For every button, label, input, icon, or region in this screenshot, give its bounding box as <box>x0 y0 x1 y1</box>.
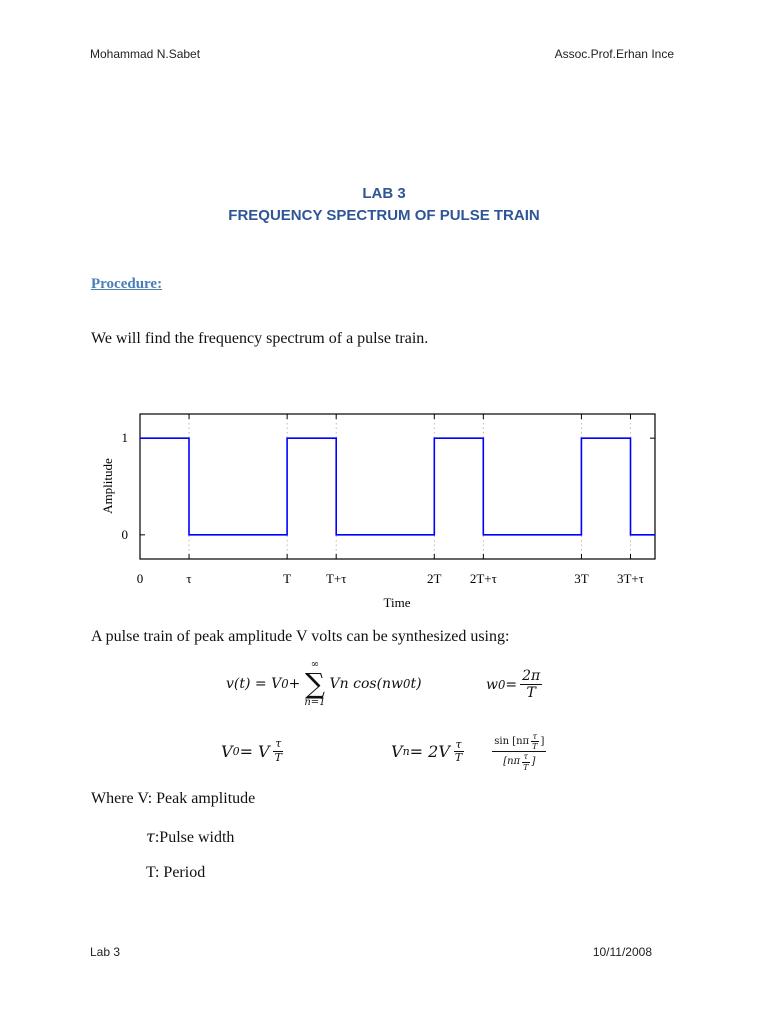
eq3-equals: = V <box>239 741 270 761</box>
eq4-lhs: V <box>391 742 403 762</box>
chart-x-tick-label-3: T+τ <box>325 571 347 586</box>
eq1-term-end: t) <box>410 676 422 692</box>
eq4-lhs-subscript: n <box>402 745 410 759</box>
chart-y-tick-label-0: 0 <box>121 526 128 542</box>
chart-y-tick-label-1: 1 <box>121 430 128 446</box>
equation-angular-frequency <box>486 668 545 701</box>
chart-x-tick-labels <box>137 571 644 586</box>
header-supervisor: Assoc.Prof.Erhan Ince <box>554 47 674 61</box>
chart-x-tick-label-7: 3T+τ <box>616 571 644 586</box>
chart-x-axis-label: Time <box>383 595 411 610</box>
equation-fourier-series <box>226 660 422 708</box>
eq1-lhs: v(t) = V <box>226 676 282 692</box>
chart-x-tick-label-6: 3T <box>574 571 589 586</box>
chart-gridlines <box>189 414 630 559</box>
lab-number: LAB 3 <box>362 185 406 202</box>
equation-harmonic-amplitude <box>391 732 549 772</box>
chart-x-tick-label-0: 0 <box>136 571 144 586</box>
eq2-numerator: 2π <box>522 668 541 684</box>
chart-x-tick-label-5: 2T+τ <box>469 571 497 586</box>
eq1-plus: + <box>288 676 301 692</box>
pulse-width-label: :Pulse width <box>154 829 235 846</box>
intro-text: We will find the frequency spectrum of a pulse train. <box>91 330 429 347</box>
header-author: Mohammad N.Sabet <box>90 47 201 61</box>
chart-y-tick-labels <box>122 430 129 542</box>
eq4-sinc-numerator: sin [nπ $\frac{\tau}{T}$ ] <box>494 732 545 752</box>
eq2-denominator: T <box>526 685 536 702</box>
sum-lower-limit: n=1 <box>304 697 326 708</box>
chart-x-tick-label-4: 2T <box>427 571 442 586</box>
sum-upper-limit: ∞ <box>310 659 320 670</box>
eq3-lhs-subscript: 0 <box>232 744 240 758</box>
pulse-train-chart <box>0 395 768 620</box>
definition-peak-amplitude: Where V: Peak amplitude <box>91 790 256 807</box>
eq4-small-denominator: T <box>454 751 463 765</box>
chart-ticks <box>140 414 655 559</box>
eq2-fraction <box>520 668 542 701</box>
eq4-sinc-denominator: [nπ $\frac{\tau}{T}$ ] <box>503 752 536 772</box>
synthesis-text: A pulse train of peak amplitude V volts can be synthesized using: <box>91 628 510 645</box>
footer-date: 10/11/2008 <box>592 945 652 959</box>
definition-pulse-width <box>146 827 234 847</box>
eq4-small-fraction <box>453 739 464 765</box>
eq3-lhs: V <box>221 741 233 761</box>
lab-title: FREQUENCY SPECTRUM OF PULSE TRAIN <box>228 207 540 224</box>
eq2-lhs-subscript: 0 <box>497 677 506 692</box>
footer-lab: Lab 3 <box>90 945 121 959</box>
chart-x-tick-label-1: τ <box>186 571 192 586</box>
chart-plot-frame <box>140 414 655 559</box>
eq2-lhs: w <box>486 676 498 693</box>
equation-dc-component <box>221 738 287 764</box>
sum-symbol: ∑ <box>304 667 325 700</box>
eq4-sinc-fraction <box>492 732 546 772</box>
eq3-fraction <box>273 738 284 764</box>
eq4-small-numerator: τ <box>455 737 462 751</box>
chart-y-axis-label: Amplitude <box>100 458 115 514</box>
eq1-term-subscript: 0 <box>403 677 411 691</box>
eq2-equals: = <box>505 676 518 693</box>
definition-period: T: Period <box>146 864 206 881</box>
tau-symbol: τ <box>146 827 155 846</box>
chart-series-pulse-train <box>140 438 655 535</box>
eq1-term: Vn cos(nw <box>329 676 404 692</box>
procedure-heading: Procedure: <box>91 276 163 292</box>
chart-x-tick-label-2: T <box>283 571 292 586</box>
eq3-denominator: T <box>274 750 282 764</box>
eq1-lhs-subscript: 0 <box>281 677 289 691</box>
summation-operator <box>304 660 325 708</box>
eq3-numerator: τ <box>275 737 282 750</box>
eq4-equals: = 2V <box>409 742 450 762</box>
